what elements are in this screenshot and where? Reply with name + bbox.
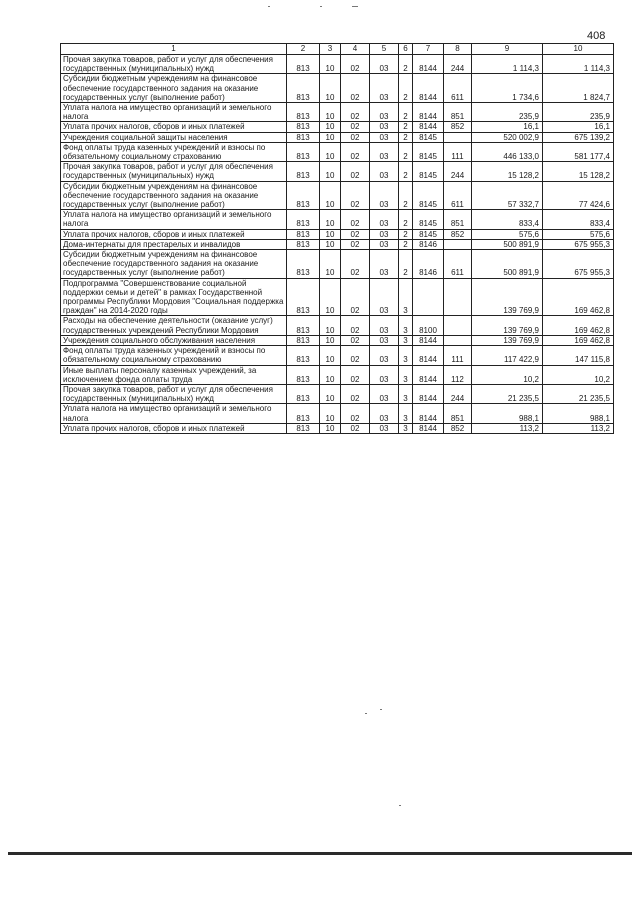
subsection-code: 02 [341,239,370,249]
target-code: 8144 [413,122,444,132]
table-row [61,278,614,316]
program-code: 03 [370,239,399,249]
table-row [61,404,614,423]
section-code: 10 [320,346,341,365]
subsection-code: 02 [341,181,370,210]
row-name: Прочая закупка товаров, работ и услуг для обеспечения государственных (муниципальных) нужд [61,162,287,181]
amount-col-9: 575,6 [472,229,543,239]
program-code: 03 [370,404,399,423]
expense-type-code: 852 [444,122,472,132]
table-row [61,346,614,365]
row-name: Фонд оплаты труда казенных учреждений и взносы по обязательному социальному страхованию [61,142,287,161]
program-code: 03 [370,122,399,132]
amount-col-9: 16,1 [472,122,543,132]
section-code: 10 [320,103,341,122]
expense-type-code: 244 [444,55,472,74]
amount-col-10: 77 424,6 [543,181,614,210]
subsection-code: 02 [341,132,370,142]
scan-speck [380,709,382,710]
row-name: Уплата прочих налогов, сборов и иных платежей [61,122,287,132]
table-row [61,250,614,279]
section-code: 10 [320,316,341,335]
subsection-code: 02 [341,316,370,335]
amount-col-9: 117 422,9 [472,346,543,365]
expense-type-code [444,316,472,335]
column-header: 6 [399,44,413,55]
table-row [61,384,614,403]
subprogram-code: 3 [399,404,413,423]
scan-speck [268,6,270,7]
amount-col-9: 139 769,9 [472,316,543,335]
program-code: 03 [370,55,399,74]
expense-type-code: 244 [444,162,472,181]
subprogram-code: 2 [399,250,413,279]
program-code: 03 [370,423,399,433]
amount-col-10: 235,9 [543,103,614,122]
subprogram-code: 2 [399,55,413,74]
target-code: 8145 [413,132,444,142]
admin-code: 813 [287,335,320,345]
row-name: Фонд оплаты труда казенных учреждений и взносы по обязательному социальному страхованию [61,346,287,365]
section-code: 10 [320,122,341,132]
target-code: 8144 [413,346,444,365]
subprogram-code: 3 [399,365,413,384]
amount-col-10: 169 462,8 [543,278,614,316]
column-header: 1 [61,44,287,55]
admin-code: 813 [287,181,320,210]
subsection-code: 02 [341,229,370,239]
subprogram-code: 3 [399,278,413,316]
program-code: 03 [370,365,399,384]
scan-speck [320,6,322,7]
page-number: 408 [587,30,606,42]
amount-col-10: 169 462,8 [543,316,614,335]
subprogram-code: 3 [399,335,413,345]
amount-col-9: 57 332,7 [472,181,543,210]
program-code: 03 [370,74,399,103]
program-code: 03 [370,103,399,122]
amount-col-10: 15 128,2 [543,162,614,181]
amount-col-9: 139 769,9 [472,335,543,345]
amount-col-9: 446 133,0 [472,142,543,161]
subprogram-code: 2 [399,162,413,181]
subprogram-code: 2 [399,210,413,229]
program-code: 03 [370,210,399,229]
amount-col-9: 500 891,9 [472,239,543,249]
amount-col-9: 21 235,5 [472,384,543,403]
amount-col-10: 1 114,3 [543,55,614,74]
target-code: 8145 [413,210,444,229]
section-code: 10 [320,423,341,433]
subsection-code: 02 [341,210,370,229]
section-code: 10 [320,229,341,239]
amount-col-10: 675 955,3 [543,250,614,279]
expense-type-code: 244 [444,384,472,403]
row-name: Уплата налога на имущество организаций и земельного налога [61,210,287,229]
admin-code: 813 [287,74,320,103]
admin-code: 813 [287,122,320,132]
row-name: Уплата прочих налогов, сборов и иных платежей [61,229,287,239]
table-row [61,365,614,384]
target-code: 8145 [413,181,444,210]
target-code: 8144 [413,103,444,122]
amount-col-10: 988,1 [543,404,614,423]
amount-col-9: 500 891,9 [472,250,543,279]
row-name: Субсидии бюджетным учреждениям на финансовое обеспечение государственного задания на оказание государственных услуг (выполнение работ) [61,250,287,279]
program-code: 03 [370,162,399,181]
amount-col-9: 15 128,2 [472,162,543,181]
target-code: 8146 [413,250,444,279]
table-row [61,103,614,122]
admin-code: 813 [287,278,320,316]
amount-col-10: 675 955,3 [543,239,614,249]
subprogram-code: 2 [399,181,413,210]
row-name: Учреждения социального обслуживания населения [61,335,287,345]
program-code: 03 [370,316,399,335]
section-code: 10 [320,132,341,142]
subsection-code: 02 [341,365,370,384]
admin-code: 813 [287,384,320,403]
amount-col-10: 833,4 [543,210,614,229]
section-code: 10 [320,162,341,181]
column-header: 7 [413,44,444,55]
amount-col-10: 16,1 [543,122,614,132]
row-name: Субсидии бюджетным учреждениям на финансовое обеспечение государственного задания на оказание государственных услуг (выполнение работ) [61,74,287,103]
row-name: Прочая закупка товаров, работ и услуг для обеспечения государственных (муниципальных) нужд [61,55,287,74]
section-code: 10 [320,239,341,249]
amount-col-9: 833,4 [472,210,543,229]
subsection-code: 02 [341,142,370,161]
row-name: Уплата налога на имущество организаций и земельного налога [61,404,287,423]
admin-code: 813 [287,365,320,384]
column-header: 9 [472,44,543,55]
program-code: 03 [370,278,399,316]
row-name: Дома-интернаты для престарелых и инвалидов [61,239,287,249]
program-code: 03 [370,229,399,239]
row-name: Уплата прочих налогов, сборов и иных платежей [61,423,287,433]
row-name: Субсидии бюджетным учреждениям на финансовое обеспечение государственного задания на оказание государственных услуг (выполнение работ) [61,181,287,210]
subprogram-code: 2 [399,103,413,122]
program-code: 03 [370,384,399,403]
table-row [61,181,614,210]
admin-code: 813 [287,132,320,142]
subsection-code: 02 [341,103,370,122]
program-code: 03 [370,142,399,161]
subprogram-code: 2 [399,132,413,142]
scan-speck [399,805,401,806]
section-code: 10 [320,384,341,403]
amount-col-10: 147 115,8 [543,346,614,365]
expense-type-code [444,239,472,249]
program-code: 03 [370,335,399,345]
column-header: 4 [341,44,370,55]
expense-type-code: 611 [444,181,472,210]
amount-col-9: 520 002,9 [472,132,543,142]
subsection-code: 02 [341,55,370,74]
bottom-rule [8,852,632,855]
target-code: 8145 [413,162,444,181]
section-code: 10 [320,142,341,161]
program-code: 03 [370,181,399,210]
column-header: 5 [370,44,399,55]
amount-col-10: 169 462,8 [543,335,614,345]
table-body [61,55,614,434]
section-code: 10 [320,404,341,423]
admin-code: 813 [287,103,320,122]
subsection-code: 02 [341,278,370,316]
target-code: 8145 [413,142,444,161]
program-code: 03 [370,346,399,365]
admin-code: 813 [287,162,320,181]
target-code: 8144 [413,74,444,103]
amount-col-10: 581 177,4 [543,142,614,161]
subsection-code: 02 [341,335,370,345]
column-header: 3 [320,44,341,55]
expense-type-code [444,132,472,142]
subprogram-code: 2 [399,74,413,103]
section-code: 10 [320,278,341,316]
budget-table [60,43,614,434]
header-row [61,44,614,55]
table-row [61,210,614,229]
expense-type-code [444,335,472,345]
expense-type-code: 611 [444,250,472,279]
admin-code: 813 [287,250,320,279]
expense-type-code: 111 [444,346,472,365]
subsection-code: 02 [341,122,370,132]
subsection-code: 02 [341,162,370,181]
amount-col-10: 675 139,2 [543,132,614,142]
target-code: 8144 [413,365,444,384]
amount-col-10: 113,2 [543,423,614,433]
subsection-code: 02 [341,404,370,423]
target-code [413,278,444,316]
table-row [61,239,614,249]
amount-col-9: 235,9 [472,103,543,122]
subsection-code: 02 [341,423,370,433]
amount-col-9: 1 114,3 [472,55,543,74]
row-name: Расходы на обеспечение деятельности (оказание услуг) государственных учреждений Республики Мордовия [61,316,287,335]
subsection-code: 02 [341,74,370,103]
column-header: 8 [444,44,472,55]
expense-type-code: 851 [444,210,472,229]
subprogram-code: 2 [399,142,413,161]
row-name: Уплата налога на имущество организаций и земельного налога [61,103,287,122]
subprogram-code: 3 [399,423,413,433]
subsection-code: 02 [341,346,370,365]
expense-type-code: 851 [444,404,472,423]
table-row [61,122,614,132]
table-row [61,335,614,345]
subprogram-code: 3 [399,384,413,403]
table-row [61,132,614,142]
admin-code: 813 [287,239,320,249]
table-row [61,74,614,103]
subprogram-code: 2 [399,122,413,132]
target-code: 8144 [413,404,444,423]
subsection-code: 02 [341,384,370,403]
column-header: 10 [543,44,614,55]
admin-code: 813 [287,316,320,335]
section-code: 10 [320,210,341,229]
amount-col-10: 575,6 [543,229,614,239]
section-code: 10 [320,335,341,345]
expense-type-code [444,278,472,316]
expense-type-code: 851 [444,103,472,122]
admin-code: 813 [287,55,320,74]
scan-speck [352,6,358,7]
table-row [61,423,614,433]
table-row [61,229,614,239]
target-code: 8100 [413,316,444,335]
section-code: 10 [320,250,341,279]
amount-col-10: 21 235,5 [543,384,614,403]
admin-code: 813 [287,423,320,433]
admin-code: 813 [287,346,320,365]
section-code: 10 [320,181,341,210]
row-name: Подпрограмма "Совершенствование социальной поддержки семьи и детей" в рамках Государственной программы Республики Мордовия "Социальная поддержка граждан" на 2014-2020 годы [61,278,287,316]
amount-col-9: 139 769,9 [472,278,543,316]
section-code: 10 [320,55,341,74]
expense-type-code: 852 [444,229,472,239]
section-code: 10 [320,74,341,103]
target-code: 8145 [413,229,444,239]
subsection-code: 02 [341,250,370,279]
admin-code: 813 [287,404,320,423]
amount-col-9: 113,2 [472,423,543,433]
target-code: 8144 [413,55,444,74]
table-row [61,55,614,74]
amount-col-9: 10,2 [472,365,543,384]
section-code: 10 [320,365,341,384]
table-row [61,316,614,335]
table-row [61,162,614,181]
expense-type-code: 111 [444,142,472,161]
row-name: Иные выплаты персоналу казенных учреждений, за исключением фонда оплаты труда [61,365,287,384]
program-code: 03 [370,132,399,142]
target-code: 8144 [413,423,444,433]
scan-speck [365,713,367,714]
admin-code: 813 [287,142,320,161]
program-code: 03 [370,250,399,279]
target-code: 8144 [413,384,444,403]
expense-type-code: 852 [444,423,472,433]
row-name: Прочая закупка товаров, работ и услуг для обеспечения государственных (муниципальных) нужд [61,384,287,403]
admin-code: 813 [287,229,320,239]
row-name: Учреждения социальной защиты населения [61,132,287,142]
subprogram-code: 2 [399,229,413,239]
target-code: 8144 [413,335,444,345]
expense-type-code: 112 [444,365,472,384]
subprogram-code: 3 [399,346,413,365]
column-header: 2 [287,44,320,55]
expense-type-code: 611 [444,74,472,103]
amount-col-10: 10,2 [543,365,614,384]
target-code: 8146 [413,239,444,249]
subprogram-code: 3 [399,316,413,335]
amount-col-9: 1 734,6 [472,74,543,103]
amount-col-9: 988,1 [472,404,543,423]
admin-code: 813 [287,210,320,229]
table-row [61,142,614,161]
amount-col-10: 1 824,7 [543,74,614,103]
subprogram-code: 2 [399,239,413,249]
